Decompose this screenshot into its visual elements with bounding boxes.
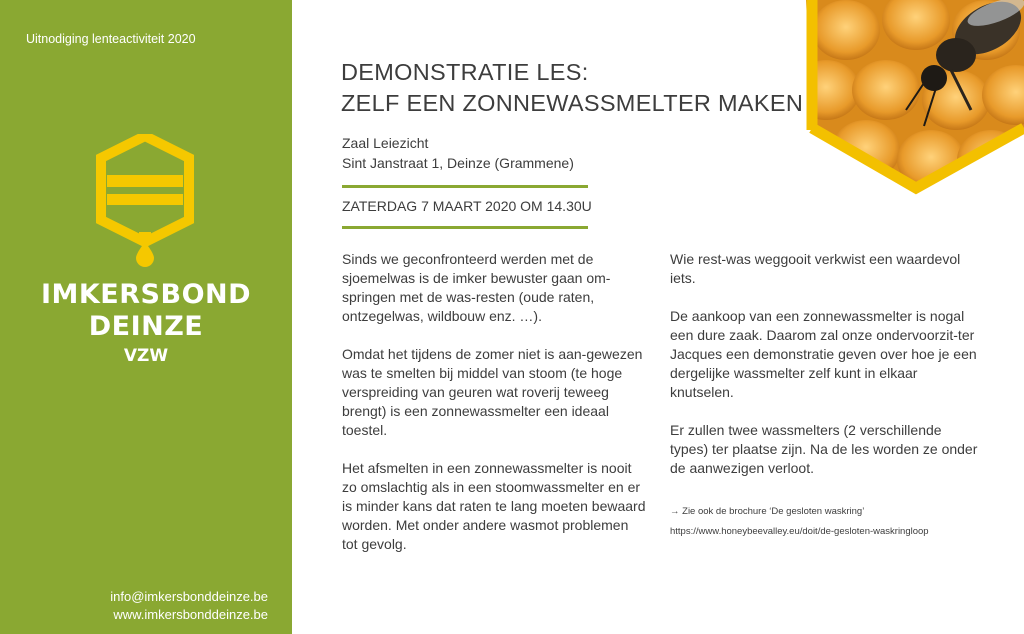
reference-block <box>670 502 929 542</box>
paragraph: Wie rest-was weggooit verkwist een waardevol iets. <box>670 251 961 286</box>
organization-suffix: VZW <box>123 346 169 366</box>
body-column-right <box>670 250 980 497</box>
contact-block <box>110 588 268 624</box>
paragraph: Sinds we geconfronteerd werden met de sjoemelwas is de imker bewuster gaan om-springen met de was-resten (oude raten, ontzegelwas, wildbouw enz. …). <box>342 251 611 324</box>
divider-bottom <box>342 226 588 229</box>
email-link[interactable]: info@imkersbonddeinze.be <box>110 589 268 604</box>
organization-name-line1: IMKERSBOND <box>40 279 252 310</box>
divider-top <box>342 185 588 188</box>
page-title-line1: DEMONSTRATIE LES: <box>341 59 589 85</box>
brochure-link[interactable]: https://www.honeybeevalley.eu/doit/de-gesloten-waskringloop <box>670 526 929 537</box>
paragraph: Het afsmelten in een zonnewassmelter is nooit zo omslachtig als in een stoomwassmelter en er is minder kans dat raten te lang moeten bewaard worden. Met onder andere wasmot problemen tot gevolg. <box>342 460 646 552</box>
invitation-label: Uitnodiging lenteactiviteit 2020 <box>26 32 196 46</box>
website-link[interactable]: www.imkersbonddeinze.be <box>113 607 268 622</box>
venue-name: Zaal Leiezicht <box>342 135 429 151</box>
paragraph: Er zullen twee wassmelters (2 verschillende types) ter plaatse zijn. Na de les worden ze onder de aanwezigen verloot. <box>670 422 978 476</box>
page-title <box>341 57 803 119</box>
sidebar <box>0 0 292 634</box>
beehive-logo-icon <box>94 134 196 273</box>
venue-block <box>342 133 574 173</box>
paragraph: De aankoop van een zonnewassmelter is nogal een dure zaak. Daarom zal onze ondervoorzit-ter Jacques een demonstratie geven over hoe je een dergelijke wassmelter zelf kunt in elkaar knutselen. <box>670 308 977 400</box>
body-column-left <box>342 250 647 573</box>
organization-name <box>0 279 292 343</box>
venue-address: Sint Janstraat 1, Deinze (Grammene) <box>342 155 574 171</box>
event-date: ZATERDAG 7 MAART 2020 OM 14.30U <box>342 198 592 214</box>
brochure-note: → Zie ook de brochure ‘De gesloten waskring’ <box>670 506 865 517</box>
page-title-line2: ZELF EEN ZONNEWASSMELTER MAKEN <box>341 90 804 116</box>
organization-name-line2: DEINZE <box>88 311 204 342</box>
paragraph: Omdat het tijdens de zomer niet is aan-gewezen was te smelten bij middel van stoom (te hoge verspreiding van geuren wat roverij teweeg brengt) is een zonnewassmelter een ideaal toestel. <box>342 346 643 438</box>
bee-on-honeycomb-image <box>806 0 1024 196</box>
